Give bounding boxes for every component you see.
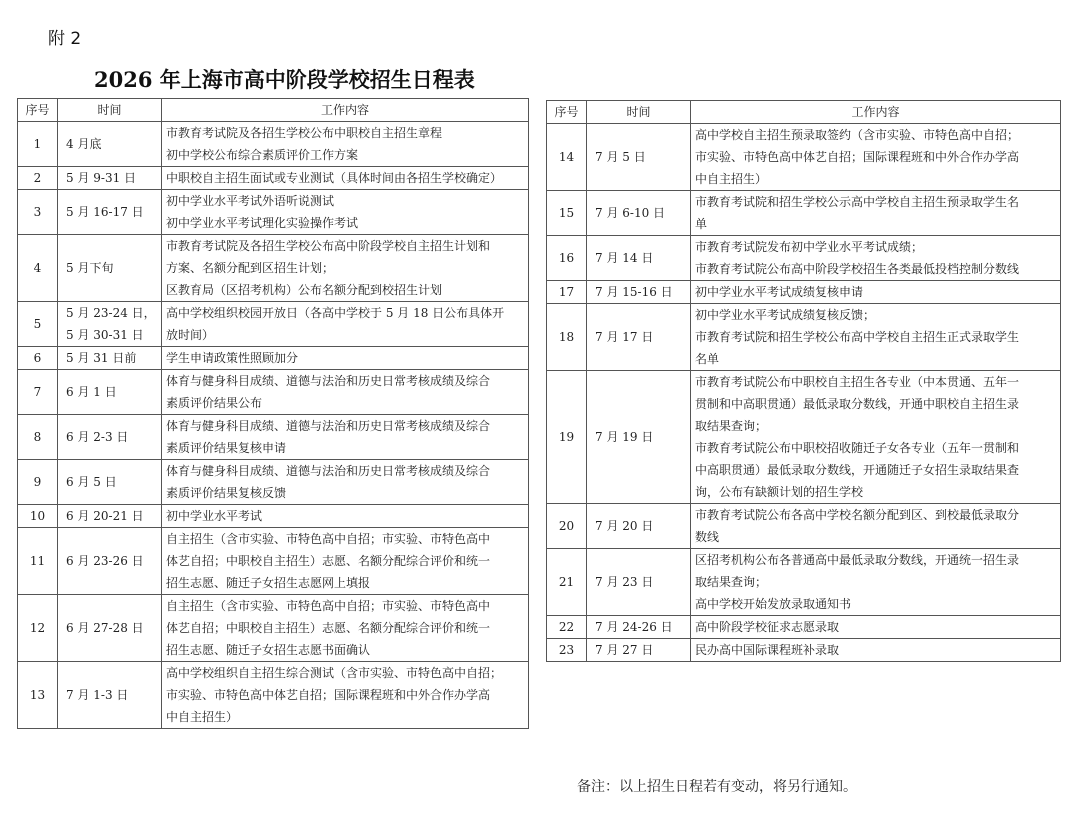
table-row bbox=[18, 415, 529, 460]
row-number: 11 bbox=[18, 528, 58, 595]
row-time bbox=[587, 304, 691, 371]
content-line: 初中学业水平考试理化实验操作考试 bbox=[166, 216, 359, 230]
row-number: 5 bbox=[18, 302, 58, 347]
content-line: 素质评价结果复核申请 bbox=[166, 441, 287, 455]
content-line: 数线 bbox=[695, 530, 720, 544]
content-line: 初中学业水平考试成绩复核申请 bbox=[695, 285, 864, 299]
time-line: 6 月 5 日 bbox=[66, 475, 117, 489]
time-line: 7 月 5 日 bbox=[595, 150, 646, 164]
content-line: 体育与健身科目成绩、道德与法治和历史日常考核成绩及综合 bbox=[166, 374, 491, 388]
schedule-table-right bbox=[546, 100, 1061, 662]
footnote: 备注：以上招生日程若有变动，将另行通知。 bbox=[577, 779, 857, 795]
content-line: 市实验、市特色高中体艺自招；国际课程班和中外合作办学高 bbox=[166, 688, 491, 702]
table-header-row bbox=[18, 99, 529, 122]
content-line: 高中阶段学校征求志愿录取 bbox=[695, 620, 840, 634]
content-line: 市实验、市特色高中体艺自招；国际课程班和中外合作办学高 bbox=[695, 150, 1020, 164]
row-content bbox=[691, 304, 1061, 371]
content-line: 取结果查询； bbox=[695, 419, 768, 433]
row-content bbox=[691, 504, 1061, 549]
table-row bbox=[547, 371, 1061, 504]
row-number: 19 bbox=[547, 371, 587, 504]
content-line: 区教育局（区招考机构）公布名额分配到校招生计划 bbox=[166, 283, 443, 297]
row-time bbox=[587, 616, 691, 639]
time-line: 7 月 20 日 bbox=[595, 519, 654, 533]
content-line: 市教育考试院发布初中学业水平考试成绩； bbox=[695, 240, 924, 254]
row-time bbox=[58, 370, 162, 415]
row-content bbox=[162, 528, 529, 595]
content-line: 市教育考试院及各招生学校公布高中阶段学校自主招生计划和 bbox=[166, 239, 491, 253]
content-line: 自主招生（含市实验、市特色高中自招；市实验、市特色高中 bbox=[166, 532, 491, 546]
row-time bbox=[58, 662, 162, 729]
row-content bbox=[691, 191, 1061, 236]
row-content bbox=[162, 122, 529, 167]
row-time bbox=[587, 549, 691, 616]
content-line: 贯制和中高职贯通）最低录取分数线，开通中职校自主招生录 bbox=[695, 397, 1020, 411]
content-line: 初中学业水平考试 bbox=[166, 509, 263, 523]
table-row bbox=[18, 460, 529, 505]
row-number: 14 bbox=[547, 124, 587, 191]
time-line: 6 月 20-21 日 bbox=[66, 509, 144, 523]
table-row bbox=[18, 370, 529, 415]
content-line: 初中学业水平考试成绩复核反馈； bbox=[695, 308, 876, 322]
header-content: 工作内容 bbox=[691, 101, 1061, 124]
content-line: 初中学业水平考试外语听说测试 bbox=[166, 194, 335, 208]
header-time: 时间 bbox=[587, 101, 691, 124]
row-time bbox=[58, 302, 162, 347]
row-time bbox=[58, 528, 162, 595]
content-line: 中自主招生） bbox=[166, 710, 239, 724]
time-line: 5 月 23-24 日， bbox=[66, 306, 156, 320]
table-row bbox=[18, 662, 529, 729]
content-line: 初中学校公布综合素质评价工作方案 bbox=[166, 148, 359, 162]
table-row bbox=[547, 191, 1061, 236]
row-time bbox=[58, 347, 162, 370]
table-row bbox=[18, 347, 529, 370]
time-line: 6 月 23-26 日 bbox=[66, 554, 144, 568]
row-time bbox=[58, 167, 162, 190]
row-content bbox=[162, 460, 529, 505]
table-row bbox=[18, 235, 529, 302]
row-content bbox=[162, 505, 529, 528]
content-line: 方案、名额分配到区招生计划； bbox=[166, 261, 335, 275]
row-time bbox=[58, 190, 162, 235]
content-line: 市教育考试院公布高中阶段学校招生各类最低投档控制分数线 bbox=[695, 262, 1020, 276]
table-row bbox=[547, 281, 1061, 304]
time-line: 4 月底 bbox=[66, 137, 102, 151]
page-title: 2026 年上海市高中阶段学校招生日程表 bbox=[94, 67, 475, 92]
header-time: 时间 bbox=[58, 99, 162, 122]
time-line: 5 月下旬 bbox=[66, 261, 114, 275]
time-line: 6 月 1 日 bbox=[66, 385, 117, 399]
row-number: 4 bbox=[18, 235, 58, 302]
content-line: 市教育考试院和招生学校公布高中学校自主招生正式录取学生 bbox=[695, 330, 1020, 344]
annex-label: 附 2 bbox=[48, 29, 82, 49]
row-content bbox=[691, 124, 1061, 191]
time-line: 7 月 24-26 日 bbox=[595, 620, 673, 634]
content-line: 学生申请政策性照顾加分 bbox=[166, 351, 299, 365]
row-number: 8 bbox=[18, 415, 58, 460]
row-time bbox=[58, 415, 162, 460]
content-line: 取结果查询； bbox=[695, 575, 768, 589]
table-row bbox=[547, 504, 1061, 549]
row-number: 21 bbox=[547, 549, 587, 616]
content-line: 放时间） bbox=[166, 328, 215, 342]
row-time bbox=[587, 236, 691, 281]
table-row bbox=[18, 122, 529, 167]
row-time bbox=[58, 122, 162, 167]
table-row bbox=[18, 302, 529, 347]
row-content bbox=[162, 190, 529, 235]
header-content: 工作内容 bbox=[162, 99, 529, 122]
content-line: 体艺自招；中职校自主招生）志愿、名额分配综合评价和统一 bbox=[166, 621, 491, 635]
row-content bbox=[162, 595, 529, 662]
row-content bbox=[691, 616, 1061, 639]
row-time bbox=[58, 505, 162, 528]
row-content bbox=[162, 302, 529, 347]
content-line: 市教育考试院和招生学校公示高中学校自主招生预录取学生名 bbox=[695, 195, 1020, 209]
content-line: 市教育考试院公布中职校自主招生各专业（中本贯通、五年一 bbox=[695, 375, 1020, 389]
time-line: 7 月 17 日 bbox=[595, 330, 654, 344]
time-line: 5 月 16-17 日 bbox=[66, 205, 144, 219]
table-row bbox=[18, 167, 529, 190]
time-line: 6 月 27-28 日 bbox=[66, 621, 144, 635]
content-line: 高中学校组织校园开放日（各高中学校于 5 月 18 日公布具体开 bbox=[166, 306, 505, 320]
row-number: 7 bbox=[18, 370, 58, 415]
time-line: 7 月 27 日 bbox=[595, 643, 654, 657]
content-line: 素质评价结果复核反馈 bbox=[166, 486, 287, 500]
content-line: 体育与健身科目成绩、道德与法治和历史日常考核成绩及综合 bbox=[166, 419, 491, 433]
content-line: 名单 bbox=[695, 352, 720, 366]
content-line: 高中学校组织自主招生综合测试（含市实验、市特色高中自招； bbox=[166, 666, 503, 680]
row-time bbox=[587, 639, 691, 662]
content-line: 单 bbox=[695, 217, 708, 231]
content-line: 中自主招生） bbox=[695, 172, 768, 186]
row-number: 18 bbox=[547, 304, 587, 371]
table-row bbox=[547, 124, 1061, 191]
content-line: 高中学校开始发放录取通知书 bbox=[695, 597, 852, 611]
row-time bbox=[58, 235, 162, 302]
time-line: 7 月 6-10 日 bbox=[595, 206, 666, 220]
row-time bbox=[587, 504, 691, 549]
table-row bbox=[547, 236, 1061, 281]
row-content bbox=[162, 235, 529, 302]
content-line: 体育与健身科目成绩、道德与法治和历史日常考核成绩及综合 bbox=[166, 464, 491, 478]
row-content bbox=[162, 415, 529, 460]
row-content bbox=[162, 662, 529, 729]
table-row bbox=[547, 304, 1061, 371]
table-row bbox=[18, 528, 529, 595]
content-line: 区招考机构公布各普通高中最低录取分数线，开通统一招生录 bbox=[695, 553, 1020, 567]
row-content bbox=[691, 639, 1061, 662]
content-line: 询，公布有缺额计划的招生学校 bbox=[695, 485, 864, 499]
time-line: 6 月 2-3 日 bbox=[66, 430, 129, 444]
row-content bbox=[691, 371, 1061, 504]
time-line: 5 月 31 日前 bbox=[66, 351, 137, 365]
table-row bbox=[547, 616, 1061, 639]
content-line: 体艺自招；中职校自主招生）志愿、名额分配综合评价和统一 bbox=[166, 554, 491, 568]
content-line: 招生志愿、随迁子女招生志愿书面确认 bbox=[166, 643, 371, 657]
row-number: 17 bbox=[547, 281, 587, 304]
row-number: 22 bbox=[547, 616, 587, 639]
row-time bbox=[587, 371, 691, 504]
row-number: 1 bbox=[18, 122, 58, 167]
row-number: 6 bbox=[18, 347, 58, 370]
table-header-row bbox=[547, 101, 1061, 124]
row-number: 12 bbox=[18, 595, 58, 662]
row-number: 10 bbox=[18, 505, 58, 528]
row-time bbox=[58, 460, 162, 505]
row-number: 2 bbox=[18, 167, 58, 190]
row-content bbox=[691, 549, 1061, 616]
row-time bbox=[587, 124, 691, 191]
time-line: 7 月 15-16 日 bbox=[595, 285, 673, 299]
time-line: 5 月 9-31 日 bbox=[66, 171, 137, 185]
table-row bbox=[547, 549, 1061, 616]
schedule-table-left bbox=[17, 98, 529, 729]
row-number: 16 bbox=[547, 236, 587, 281]
time-line: 7 月 19 日 bbox=[595, 430, 654, 444]
row-content bbox=[691, 281, 1061, 304]
header-num: 序号 bbox=[547, 101, 587, 124]
content-line: 民办高中国际课程班补录取 bbox=[695, 643, 840, 657]
content-line: 市教育考试院公布各高中学校名额分配到区、到校最低录取分 bbox=[695, 508, 1020, 522]
content-line: 招生志愿、随迁子女招生志愿网上填报 bbox=[166, 576, 371, 590]
time-line: 7 月 1-3 日 bbox=[66, 688, 129, 702]
header-num: 序号 bbox=[18, 99, 58, 122]
row-time bbox=[58, 595, 162, 662]
row-number: 15 bbox=[547, 191, 587, 236]
content-line: 中高职贯通）最低录取分数线，开通随迁子女招生录取结果查 bbox=[695, 463, 1020, 477]
row-number: 9 bbox=[18, 460, 58, 505]
row-time bbox=[587, 281, 691, 304]
content-line: 素质评价结果公布 bbox=[166, 396, 263, 410]
content-line: 中职校自主招生面试或专业测试（具体时间由各招生学校确定） bbox=[166, 171, 503, 185]
table-row bbox=[18, 595, 529, 662]
content-line: 自主招生（含市实验、市特色高中自招；市实验、市特色高中 bbox=[166, 599, 491, 613]
row-content bbox=[162, 370, 529, 415]
row-content bbox=[162, 167, 529, 190]
time-line: 7 月 14 日 bbox=[595, 251, 654, 265]
table-row bbox=[18, 190, 529, 235]
row-number: 23 bbox=[547, 639, 587, 662]
row-number: 13 bbox=[18, 662, 58, 729]
time-line: 5 月 30-31 日 bbox=[66, 328, 144, 342]
time-line: 7 月 23 日 bbox=[595, 575, 654, 589]
content-line: 市教育考试院及各招生学校公布中职校自主招生章程 bbox=[166, 126, 443, 140]
table-row bbox=[18, 505, 529, 528]
content-line: 高中学校自主招生预录取签约（含市实验、市特色高中自招； bbox=[695, 128, 1020, 142]
row-number: 3 bbox=[18, 190, 58, 235]
row-content bbox=[691, 236, 1061, 281]
content-line: 市教育考试院公布中职校招收随迁子女各专业（五年一贯制和 bbox=[695, 441, 1020, 455]
row-number: 20 bbox=[547, 504, 587, 549]
table-row bbox=[547, 639, 1061, 662]
row-content bbox=[162, 347, 529, 370]
row-time bbox=[587, 191, 691, 236]
